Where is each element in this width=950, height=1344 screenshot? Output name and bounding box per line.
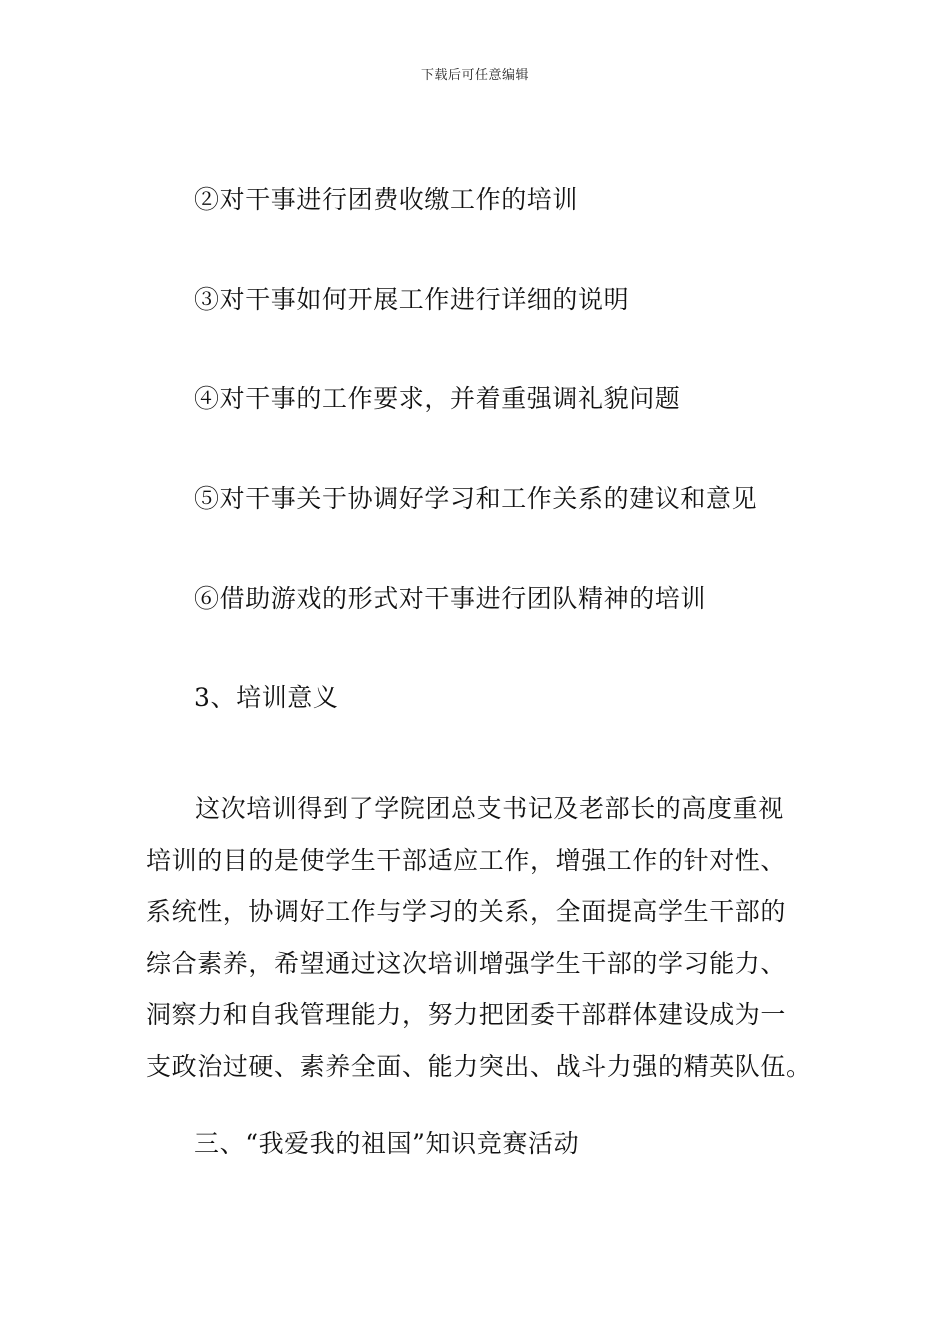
next-section-heading: 三、“我爱我的祖国”知识竞赛活动: [194, 1129, 580, 1158]
body-paragraph: [146, 783, 816, 1092]
paragraph-line: 这次培训得到了学院团总支书记及老部长的高度重视: [195, 794, 784, 823]
list-item-6: ⑥借助游戏的形式对干事进行团队精神的培训: [194, 584, 707, 613]
list-item-2: ②对干事进行团费收缴工作的培训: [194, 185, 579, 214]
list-item-5: ⑤对干事关于协调好学习和工作关系的建议和意见: [194, 484, 758, 513]
page-header: 下载后可任意编辑: [420, 68, 529, 83]
paragraph-line: 综合素养，希望通过这次培训增强学生干部的学习能力、: [146, 948, 787, 978]
paragraph-line: 系统性，协调好工作与学习的关系，全面提高学生干部的: [146, 897, 787, 926]
list-item-4: ④对干事的工作要求，并着重强调礼貌问题: [194, 384, 681, 413]
section-heading: 3、培训意义: [194, 683, 339, 712]
paragraph-line: 支政治过硬、素养全面、能力突出、战斗力强的精英队伍。: [146, 1051, 812, 1081]
list-item-3: ③对干事如何开展工作进行详细的说明: [194, 285, 630, 314]
paragraph-line: 培训的目的是使学生干部适应工作，增强工作的针对性、: [146, 845, 787, 875]
paragraph-line: 洞察力和自我管理能力，努力把团委干部群体建设成为一: [146, 1000, 787, 1029]
